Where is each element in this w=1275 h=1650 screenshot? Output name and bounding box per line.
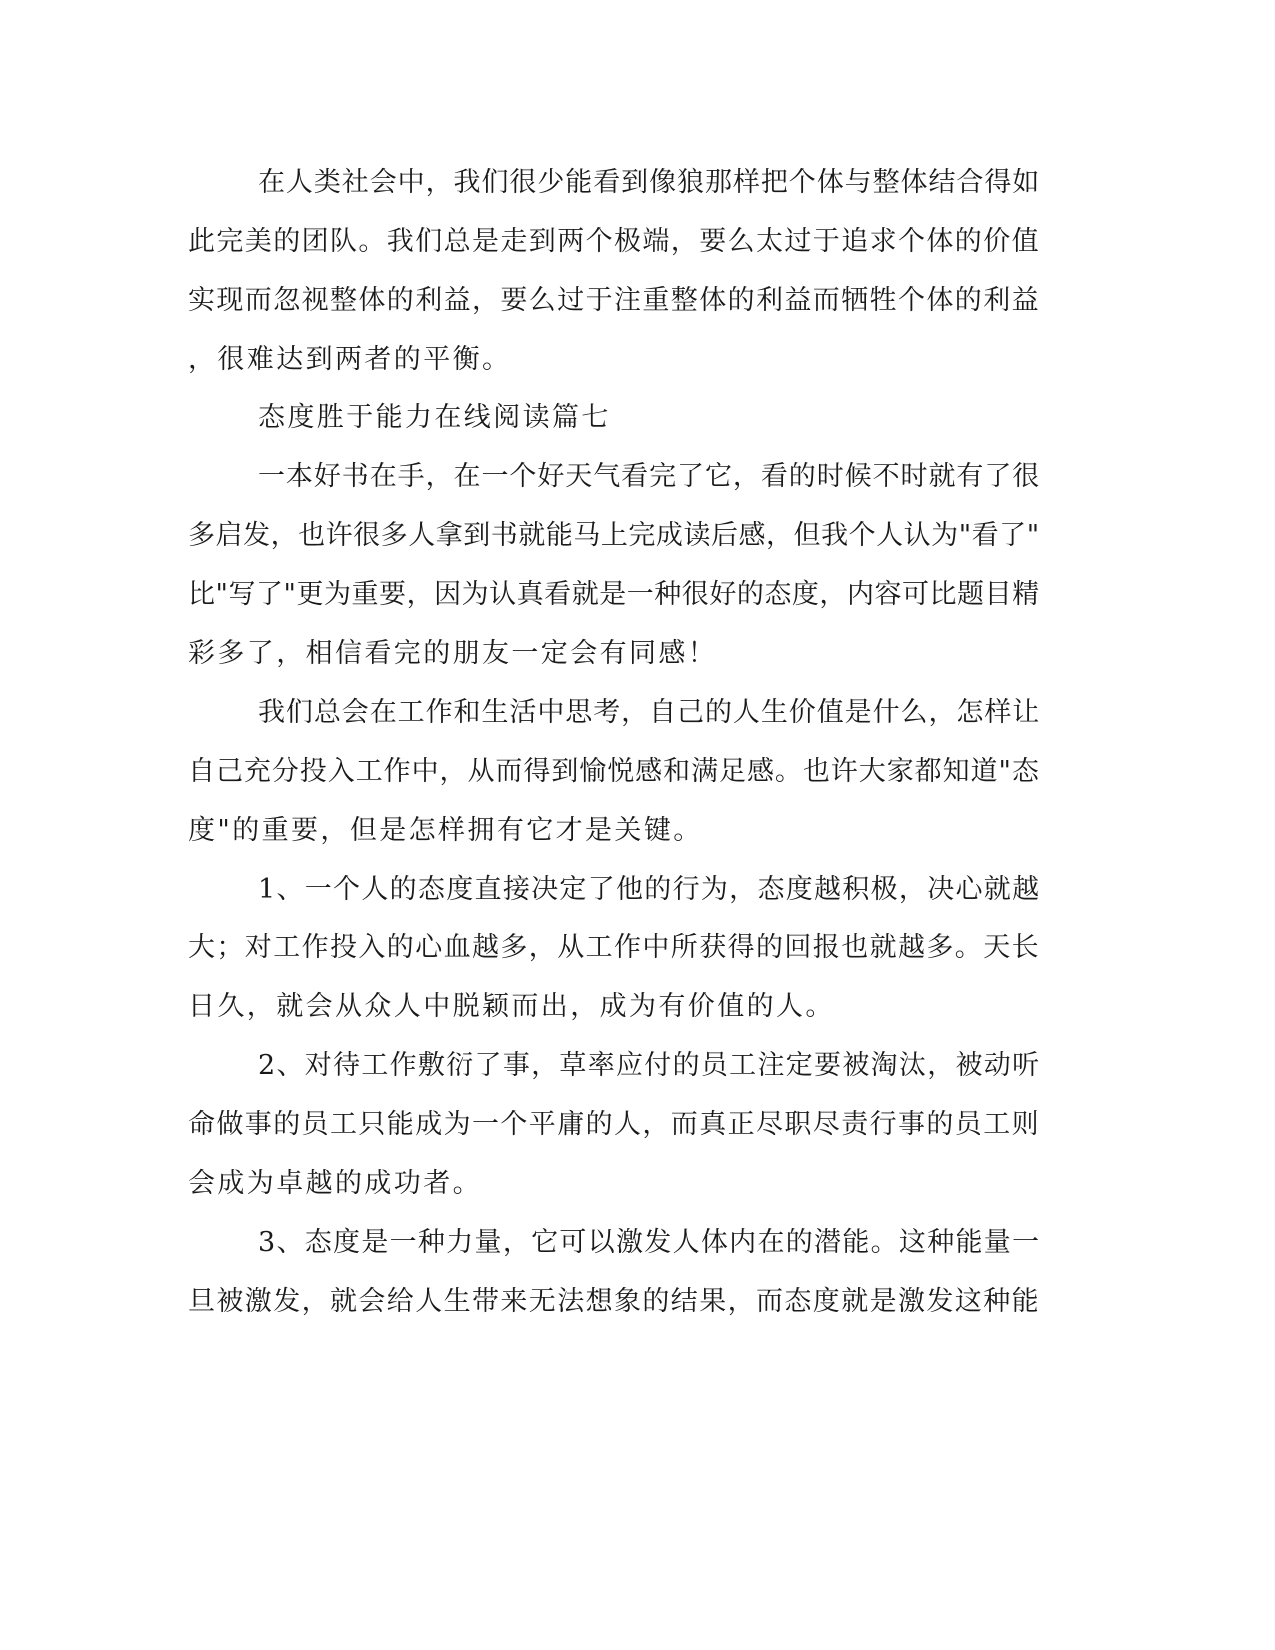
paragraph-line: 会成为卓越的成功者。 bbox=[188, 1168, 482, 1199]
paragraph-line: 彩多了，相信看完的朋友一定会有同感！ bbox=[188, 638, 718, 669]
paragraph-line: 3、态度是一种力量，它可以激发人体内在的潜能。这种能量一 bbox=[258, 1227, 1041, 1258]
paragraph-line: 旦被激发，就会给人生带来无法想象的结果，而态度就是激发这种能 bbox=[188, 1286, 1040, 1317]
paragraph-line: 此完美的团队。我们总是走到两个极端，要么太过于追求个体的价值 bbox=[188, 226, 1040, 257]
paragraph-line: 大；对工作投入的心血越多，从工作中所获得的回报也就越多。天长 bbox=[188, 932, 1040, 963]
paragraph-line: 在人类社会中，我们很少能看到像狼那样把个体与整体结合得如 bbox=[258, 167, 1041, 198]
paragraph-line: 实现而忽视整体的利益，要么过于注重整体的利益而牺牲个体的利益 bbox=[188, 285, 1040, 316]
paragraph-line: 日久，就会从众人中脱颖而出，成为有价值的人。 bbox=[188, 991, 835, 1022]
paragraph-line: ，很难达到两者的平衡。 bbox=[188, 344, 512, 375]
paragraph-line: 2、对待工作敷衍了事，草率应付的员工注定要被淘汰，被动听 bbox=[258, 1050, 1041, 1081]
paragraph-line: 我们总会在工作和生活中思考，自己的人生价值是什么，怎样让 bbox=[258, 697, 1041, 728]
paragraph-line: 一本好书在手，在一个好天气看完了它，看的时候不时就有了很 bbox=[258, 461, 1041, 492]
paragraph-line: 命做事的员工只能成为一个平庸的人，而真正尽职尽责行事的员工则 bbox=[188, 1109, 1040, 1140]
paragraph-line: 比"写了"更为重要，因为认真看就是一种很好的态度，内容可比题目精 bbox=[188, 579, 1040, 610]
paragraph-line: 多启发，也许很多人拿到书就能马上完成读后感，但我个人认为"看了" bbox=[188, 520, 1040, 551]
paragraph-line: 1、一个人的态度直接决定了他的行为，态度越积极，决心就越 bbox=[258, 874, 1041, 905]
paragraph-line: 自己充分投入工作中，从而得到愉悦感和满足感。也许大家都知道"态 bbox=[188, 756, 1040, 787]
section-heading: 态度胜于能力在线阅读篇七 bbox=[258, 402, 611, 433]
paragraph-line: 度"的重要，但是怎样拥有它才是关键。 bbox=[188, 815, 703, 846]
